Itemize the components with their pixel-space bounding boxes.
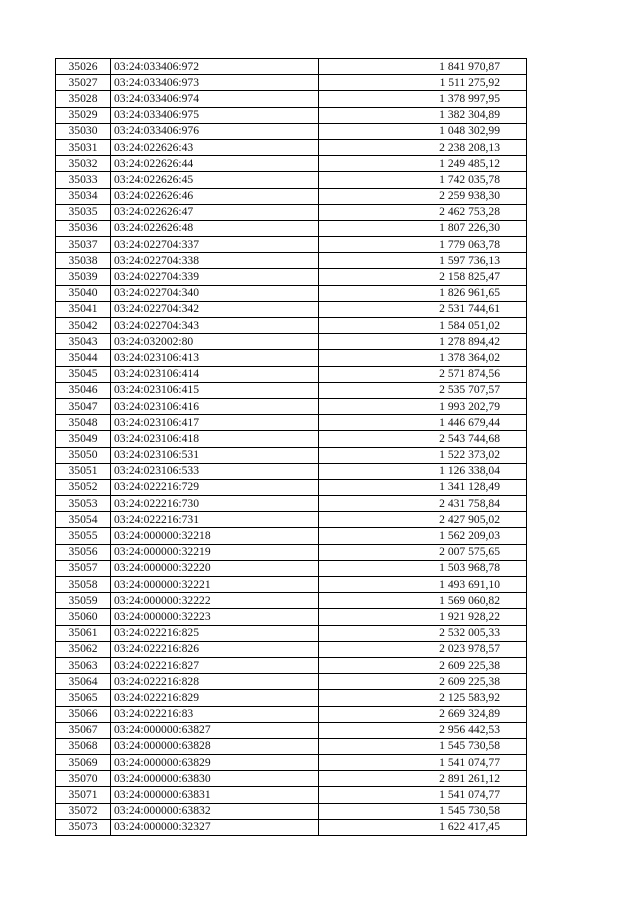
cadastral-number-cell: 03:24:023106:413 (111, 350, 319, 366)
cadastral-value-cell: 2 956 442,53 (319, 722, 527, 738)
row-number-cell: 35038 (56, 253, 111, 269)
cadastral-value-cell: 1 826 961,65 (319, 285, 527, 301)
table-row (56, 398, 527, 414)
cadastral-number-cell: 03:24:022626:44 (111, 156, 319, 172)
table-row (56, 609, 527, 625)
cadastral-number-cell: 03:24:023106:418 (111, 431, 319, 447)
cadastral-value-cell: 1 126 338,04 (319, 463, 527, 479)
cadastral-value-cell: 1 545 730,58 (319, 738, 527, 754)
row-number-cell: 35040 (56, 285, 111, 301)
table-row (56, 755, 527, 771)
row-number-cell: 35043 (56, 334, 111, 350)
cadastral-number-cell: 03:24:023106:416 (111, 398, 319, 414)
row-number-cell: 35036 (56, 220, 111, 236)
cadastral-value-cell: 2 531 744,61 (319, 301, 527, 317)
cadastral-number-cell: 03:24:023106:414 (111, 366, 319, 382)
table-row (56, 269, 527, 285)
cadastral-number-cell: 03:24:000000:63828 (111, 738, 319, 754)
cadastral-number-cell: 03:24:000000:32218 (111, 528, 319, 544)
row-number-cell: 35073 (56, 819, 111, 835)
cadastral-value-cell: 1 545 730,58 (319, 803, 527, 819)
row-number-cell: 35067 (56, 722, 111, 738)
table-row (56, 188, 527, 204)
row-number-cell: 35070 (56, 771, 111, 787)
cadastral-value-cell: 1 597 736,13 (319, 253, 527, 269)
table-row (56, 479, 527, 495)
table-row (56, 172, 527, 188)
cadastral-value-cell: 2 431 758,84 (319, 496, 527, 512)
cadastral-value-cell: 2 238 208,13 (319, 139, 527, 155)
row-number-cell: 35046 (56, 382, 111, 398)
cadastral-number-cell: 03:24:022626:47 (111, 204, 319, 220)
cadastral-number-cell: 03:24:000000:63832 (111, 803, 319, 819)
table-row (56, 722, 527, 738)
table-row (56, 366, 527, 382)
row-number-cell: 35053 (56, 496, 111, 512)
cadastral-value-cell: 1 382 304,89 (319, 107, 527, 123)
table-row (56, 91, 527, 107)
cadastral-number-cell: 03:24:000000:63827 (111, 722, 319, 738)
cadastral-number-cell: 03:24:033406:974 (111, 91, 319, 107)
cadastral-value-cell: 1 921 928,22 (319, 609, 527, 625)
cadastral-value-cell: 1 841 970,87 (319, 59, 527, 75)
row-number-cell: 35056 (56, 544, 111, 560)
table-row (56, 156, 527, 172)
cadastral-value-cell: 1 511 275,92 (319, 75, 527, 91)
row-number-cell: 35032 (56, 156, 111, 172)
cadastral-number-cell: 03:24:022704:340 (111, 285, 319, 301)
cadastral-value-cell: 1 541 074,77 (319, 787, 527, 803)
table-row (56, 625, 527, 641)
cadastral-value-cell: 1 249 485,12 (319, 156, 527, 172)
row-number-cell: 35028 (56, 91, 111, 107)
row-number-cell: 35068 (56, 738, 111, 754)
cadastral-number-cell: 03:24:022216:730 (111, 496, 319, 512)
cadastral-number-cell: 03:24:000000:32222 (111, 593, 319, 609)
table-row (56, 706, 527, 722)
cadastral-number-cell: 03:24:033406:973 (111, 75, 319, 91)
row-number-cell: 35047 (56, 398, 111, 414)
cadastral-value-cell: 2 462 753,28 (319, 204, 527, 220)
row-number-cell: 35059 (56, 593, 111, 609)
table-row (56, 237, 527, 253)
document-page (55, 58, 526, 836)
table-row (56, 220, 527, 236)
table-row (56, 301, 527, 317)
row-number-cell: 35027 (56, 75, 111, 91)
row-number-cell: 35058 (56, 577, 111, 593)
cadastral-value-cell: 2 007 575,65 (319, 544, 527, 560)
table-row (56, 415, 527, 431)
row-number-cell: 35044 (56, 350, 111, 366)
row-number-cell: 35026 (56, 59, 111, 75)
row-number-cell: 35045 (56, 366, 111, 382)
cadastral-value-cell: 2 535 707,57 (319, 382, 527, 398)
row-number-cell: 35050 (56, 447, 111, 463)
row-number-cell: 35071 (56, 787, 111, 803)
cadastral-value-cell: 1 378 997,95 (319, 91, 527, 107)
row-number-cell: 35034 (56, 188, 111, 204)
cadastral-number-cell: 03:24:032002:80 (111, 334, 319, 350)
cadastral-value-cell: 1 807 226,30 (319, 220, 527, 236)
table-row (56, 544, 527, 560)
cadastral-number-cell: 03:24:000000:63830 (111, 771, 319, 787)
row-number-cell: 35037 (56, 237, 111, 253)
table-row (56, 139, 527, 155)
cadastral-number-cell: 03:24:022704:339 (111, 269, 319, 285)
cadastral-value-cell: 1 541 074,77 (319, 755, 527, 771)
table-row (56, 447, 527, 463)
table-row (56, 75, 527, 91)
table-row (56, 641, 527, 657)
row-number-cell: 35042 (56, 318, 111, 334)
cadastral-value-cell: 2 609 225,38 (319, 674, 527, 690)
cadastral-number-cell: 03:24:022704:343 (111, 318, 319, 334)
table-row (56, 123, 527, 139)
cadastral-number-cell: 03:24:023106:417 (111, 415, 319, 431)
cadastral-value-cell: 2 891 261,12 (319, 771, 527, 787)
row-number-cell: 35066 (56, 706, 111, 722)
row-number-cell: 35033 (56, 172, 111, 188)
cadastral-number-cell: 03:24:000000:32327 (111, 819, 319, 835)
table-row (56, 285, 527, 301)
table-body (56, 59, 527, 836)
cadastral-value-cell: 1 584 051,02 (319, 318, 527, 334)
row-number-cell: 35051 (56, 463, 111, 479)
cadastral-number-cell: 03:24:022704:337 (111, 237, 319, 253)
table-row (56, 803, 527, 819)
cadastral-value-cell: 1 341 128,49 (319, 479, 527, 495)
table-row (56, 690, 527, 706)
table-row (56, 463, 527, 479)
cadastral-number-cell: 03:24:000000:32220 (111, 560, 319, 576)
row-number-cell: 35063 (56, 657, 111, 673)
cadastral-value-cell: 2 571 874,56 (319, 366, 527, 382)
row-number-cell: 35065 (56, 690, 111, 706)
table-row (56, 318, 527, 334)
row-number-cell: 35054 (56, 512, 111, 528)
cadastral-number-cell: 03:24:022626:46 (111, 188, 319, 204)
cadastral-number-cell: 03:24:022216:829 (111, 690, 319, 706)
table-row (56, 819, 527, 835)
cadastral-value-cell: 2 125 583,92 (319, 690, 527, 706)
cadastral-value-cell: 1 569 060,82 (319, 593, 527, 609)
cadastral-number-cell: 03:24:000000:63829 (111, 755, 319, 771)
row-number-cell: 35041 (56, 301, 111, 317)
cadastral-number-cell: 03:24:000000:32221 (111, 577, 319, 593)
table-row (56, 350, 527, 366)
row-number-cell: 35052 (56, 479, 111, 495)
cadastral-value-cell: 1 378 364,02 (319, 350, 527, 366)
cadastral-value-cell: 1 742 035,78 (319, 172, 527, 188)
table-row (56, 674, 527, 690)
table-row (56, 334, 527, 350)
row-number-cell: 35039 (56, 269, 111, 285)
row-number-cell: 35061 (56, 625, 111, 641)
cadastral-value-cell: 2 259 938,30 (319, 188, 527, 204)
cadastral-number-cell: 03:24:022216:825 (111, 625, 319, 641)
table-row (56, 253, 527, 269)
cadastral-number-cell: 03:24:022216:827 (111, 657, 319, 673)
cadastral-number-cell: 03:24:022216:731 (111, 512, 319, 528)
cadastral-value-cell: 2 609 225,38 (319, 657, 527, 673)
cadastral-value-cell: 1 522 373,02 (319, 447, 527, 463)
table-row (56, 771, 527, 787)
cadastral-number-cell: 03:24:000000:63831 (111, 787, 319, 803)
table-row (56, 528, 527, 544)
cadastral-number-cell: 03:24:022626:43 (111, 139, 319, 155)
row-number-cell: 35029 (56, 107, 111, 123)
table-row (56, 593, 527, 609)
row-number-cell: 35030 (56, 123, 111, 139)
table-row (56, 496, 527, 512)
cadastral-number-cell: 03:24:000000:32219 (111, 544, 319, 560)
cadastral-number-cell: 03:24:022216:729 (111, 479, 319, 495)
row-number-cell: 35035 (56, 204, 111, 220)
cadastral-number-cell: 03:24:022626:48 (111, 220, 319, 236)
cadastral-value-cell: 1 278 894,42 (319, 334, 527, 350)
cadastral-number-cell: 03:24:023106:533 (111, 463, 319, 479)
table-row (56, 107, 527, 123)
cadastral-number-cell: 03:24:033406:975 (111, 107, 319, 123)
table-row (56, 431, 527, 447)
cadastral-number-cell: 03:24:023106:415 (111, 382, 319, 398)
table-row (56, 512, 527, 528)
table-row (56, 59, 527, 75)
cadastral-number-cell: 03:24:022216:828 (111, 674, 319, 690)
cadastral-value-cell: 2 023 978,57 (319, 641, 527, 657)
row-number-cell: 35069 (56, 755, 111, 771)
table-row (56, 738, 527, 754)
row-number-cell: 35031 (56, 139, 111, 155)
cadastral-number-cell: 03:24:023106:531 (111, 447, 319, 463)
row-number-cell: 35064 (56, 674, 111, 690)
row-number-cell: 35055 (56, 528, 111, 544)
cadastral-value-cell: 2 669 324,89 (319, 706, 527, 722)
cadastral-number-cell: 03:24:022704:342 (111, 301, 319, 317)
table-row (56, 577, 527, 593)
cadastral-value-cell: 2 158 825,47 (319, 269, 527, 285)
row-number-cell: 35057 (56, 560, 111, 576)
cadastral-number-cell: 03:24:022626:45 (111, 172, 319, 188)
table-row (56, 657, 527, 673)
row-number-cell: 35072 (56, 803, 111, 819)
row-number-cell: 35060 (56, 609, 111, 625)
cadastral-number-cell: 03:24:033406:976 (111, 123, 319, 139)
cadastral-value-cell: 2 427 905,02 (319, 512, 527, 528)
cadastral-number-cell: 03:24:022704:338 (111, 253, 319, 269)
cadastral-value-cell: 1 779 063,78 (319, 237, 527, 253)
cadastral-value-cell: 1 993 202,79 (319, 398, 527, 414)
table-row (56, 787, 527, 803)
table-row (56, 560, 527, 576)
table-row (56, 204, 527, 220)
cadastral-value-cell: 2 543 744,68 (319, 431, 527, 447)
cadastral-value-cell: 1 493 691,10 (319, 577, 527, 593)
row-number-cell: 35049 (56, 431, 111, 447)
cadastral-value-cell: 1 562 209,03 (319, 528, 527, 544)
cadastral-value-cell: 1 503 968,78 (319, 560, 527, 576)
cadastral-value-cell: 2 532 005,33 (319, 625, 527, 641)
cadastral-number-cell: 03:24:033406:972 (111, 59, 319, 75)
row-number-cell: 35048 (56, 415, 111, 431)
cadastral-number-cell: 03:24:022216:83 (111, 706, 319, 722)
cadastral-value-cell: 1 446 679,44 (319, 415, 527, 431)
cadastral-number-cell: 03:24:000000:32223 (111, 609, 319, 625)
cadastral-value-cell: 1 622 417,45 (319, 819, 527, 835)
table-row (56, 382, 527, 398)
cadastral-value-table (55, 58, 527, 836)
row-number-cell: 35062 (56, 641, 111, 657)
cadastral-number-cell: 03:24:022216:826 (111, 641, 319, 657)
cadastral-value-cell: 1 048 302,99 (319, 123, 527, 139)
